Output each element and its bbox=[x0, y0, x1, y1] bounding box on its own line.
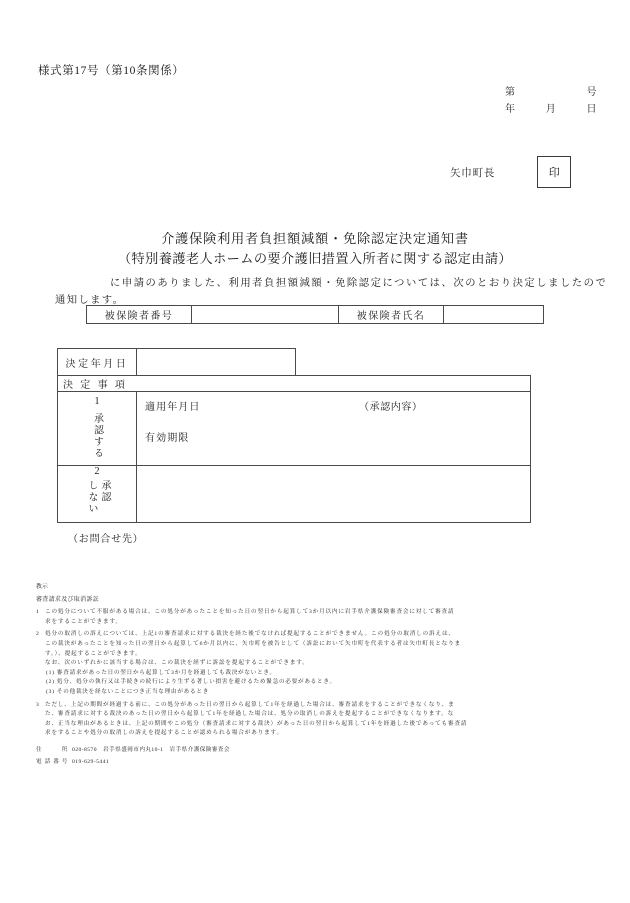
insured-person-table bbox=[86, 305, 544, 324]
deny-content-cell[interactable] bbox=[137, 466, 531, 523]
approve-content-note: （承認内容） bbox=[359, 402, 423, 413]
insured-number-label: 被保険者番号 bbox=[87, 306, 192, 324]
fineprint-item bbox=[36, 608, 608, 627]
decision-date-row bbox=[58, 349, 531, 376]
phone-row bbox=[36, 758, 608, 767]
fineprint-section bbox=[36, 583, 608, 769]
fineprint-line: お、正当な理由があるときは、上記の期間やこの処分（審査請求に対する裁決）があった日の翌日から起算して1年を経過した後であっても審査請 bbox=[45, 720, 468, 727]
deny-number: 2 bbox=[94, 466, 100, 477]
address-row bbox=[36, 746, 608, 755]
document-title: 介護保険利用者負担額減額・免除認定決定通知書 bbox=[161, 231, 469, 246]
deny-vertical-label-right: 承認 bbox=[99, 480, 110, 503]
decision-matter-row bbox=[58, 376, 531, 392]
insured-number-value[interactable] bbox=[192, 306, 339, 324]
phone-value: 019-629-5441 bbox=[72, 758, 110, 765]
lead-paragraph-line2: 通知します。 bbox=[55, 295, 125, 306]
table-row bbox=[87, 306, 544, 324]
fineprint-line: す。）、提起することができます。 bbox=[45, 650, 142, 657]
applied-date-label: 適用年月日 bbox=[145, 402, 201, 413]
fineprint-subitem: (3) その他裁決を経ないことにつき正当な理由があるとき bbox=[46, 688, 210, 695]
approve-vertical-label: 承認する bbox=[91, 412, 103, 460]
deny-vertical-labels bbox=[58, 477, 136, 522]
decision-deny-row bbox=[58, 466, 531, 523]
document-date-row bbox=[505, 101, 597, 118]
decision-date-spacer bbox=[296, 349, 531, 376]
document-number-unit: 号 bbox=[586, 87, 597, 98]
approve-body bbox=[137, 392, 530, 465]
fineprint-item-text bbox=[45, 630, 608, 697]
insured-name-value[interactable] bbox=[444, 306, 544, 324]
form-number: 様式第17号（第10条関係） bbox=[38, 65, 185, 77]
fineprint-line: この裁決があったことを知った日の翌日から起算して6か月以内に、矢巾町を被告として（訴訟において矢巾町を代表する者は矢巾町長となりま bbox=[45, 640, 461, 647]
approve-number: 1 bbox=[94, 396, 100, 407]
insured-name-label: 被保険者氏名 bbox=[339, 306, 444, 324]
fineprint-line: この処分について不服がある場合は、この処分があったことを知った日の翌日から起算して3か月以内に岩手県介護保険審査会に対して審査請 bbox=[45, 609, 455, 616]
address-label: 住 所 bbox=[36, 746, 71, 753]
fineprint-item-marker: 1 bbox=[36, 609, 39, 616]
fineprint-item bbox=[36, 701, 608, 739]
fineprint-heading: 教示 bbox=[36, 584, 48, 590]
fineprint-item-marker: 3 bbox=[36, 701, 39, 708]
valid-period-label: 有効期限 bbox=[145, 433, 190, 444]
decision-table-grid bbox=[57, 348, 531, 523]
contact-note: （お問合せ先） bbox=[68, 534, 144, 545]
date-year-label: 年 bbox=[505, 104, 516, 115]
fineprint-item bbox=[36, 630, 608, 697]
title-block bbox=[0, 229, 630, 269]
decision-matter-label: 決 定 事 項 bbox=[58, 376, 531, 392]
fineprint-address-block bbox=[36, 746, 608, 766]
fineprint-item-text bbox=[45, 701, 608, 739]
approve-marker-cell bbox=[58, 392, 137, 466]
date-day-label: 日 bbox=[586, 104, 597, 115]
lead-paragraph-line1: に申請のありました、利用者負担額減額・免除認定については、次のとおり決定しましたので bbox=[110, 278, 608, 289]
address-value: 020-8570 岩手県盛岡市内丸10-1 岩手県介護保険審査会 bbox=[72, 746, 230, 753]
fineprint-line: なお、次のいずれかに該当する場合は、この裁決を経ずに訴訟を提起することができます。 bbox=[45, 660, 309, 667]
deny-marker-cell bbox=[58, 466, 137, 523]
fineprint-subitem: (1) 審査請求があった日の翌日から起算して3か月を経過しても裁決がないとき。 bbox=[46, 669, 276, 676]
document-subtitle: （特別養護老人ホームの要介護旧措置入所者に関する認定由請） bbox=[117, 251, 513, 266]
fineprint-subheading: 審査請求及び取消訴訟 bbox=[36, 596, 100, 603]
decision-date-label: 決定年月日 bbox=[58, 349, 137, 376]
issuer-row bbox=[450, 156, 571, 188]
fineprint-subitem: (2) 処分、処分の執行又は手続きの続行により生ずる著しい損害を避けるため緊急の必要があるとき。 bbox=[46, 679, 336, 686]
fineprint-item-text bbox=[45, 608, 608, 627]
fineprint-line: 求をすることができます。 bbox=[45, 618, 122, 625]
decision-table bbox=[57, 348, 531, 523]
document-number-label: 第 bbox=[505, 87, 516, 98]
fineprint-line: ただし、上記の期間が経過する前に、この処分があった日の翌日から起算して1年を経過した場合は、審査請求をすることができなくなり、ま bbox=[45, 701, 455, 708]
seal-box: 印 bbox=[537, 156, 571, 188]
phone-label: 電話番号 bbox=[36, 758, 71, 765]
decision-approve-row bbox=[58, 392, 531, 466]
approve-content-cell bbox=[137, 392, 531, 466]
issuer-name: 矢巾町長 bbox=[450, 167, 496, 179]
document-number-row bbox=[505, 84, 597, 101]
deny-vertical-label-left: しない bbox=[86, 480, 97, 515]
decision-date-value[interactable] bbox=[137, 349, 296, 376]
date-month-label: 月 bbox=[545, 104, 557, 115]
fineprint-line: 処分の取消しの訴えについては、上記1の審査請求に対する裁決を経た後でなければ提起することができません。この処分の取消しの訴えは、 bbox=[45, 631, 455, 638]
fineprint-item-marker: 2 bbox=[36, 631, 39, 638]
fineprint-line: 求をすることや処分の取消しの訴えを提起することが認められる場合があります。 bbox=[45, 730, 283, 737]
fineprint-line: た、審査請求に対する裁決のあった日の翌日から起算して1年を経過した場合は、処分の取消しの訴えを提起することができなくなります。な bbox=[45, 711, 455, 718]
document-number-block bbox=[505, 84, 597, 118]
